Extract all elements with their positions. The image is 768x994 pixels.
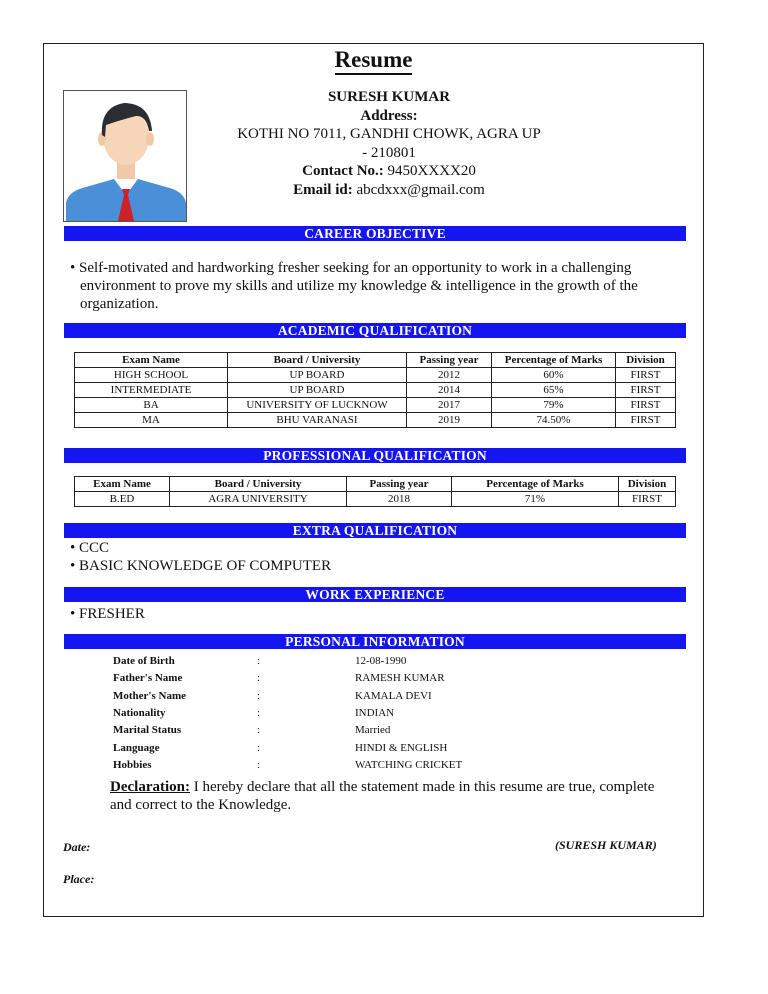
table-cell: FIRST [616,383,676,398]
table-cell: BHU VARANASI [228,413,407,428]
field-separator: : [257,707,261,720]
field-separator: : [257,672,261,685]
email-label: Email id: [293,181,353,198]
field-value: WATCHING CRICKET [355,758,463,771]
work-experience-list [70,605,145,623]
table-row [113,705,462,722]
extra-qualification-list [70,539,331,575]
field-label: Nationality [113,707,166,720]
resume-page [43,43,704,917]
table-row [75,383,676,398]
career-objective-text [70,259,660,313]
list-item: • FRESHER [70,606,145,622]
candidate-name: SURESH KUMAR [327,89,451,105]
table-cell: 74.50% [492,413,616,428]
table-row [75,398,676,413]
table-cell: MA [75,413,228,428]
field-value: INDIAN [355,707,395,720]
date-label: Date: [63,840,91,854]
personal-info-table [113,653,462,774]
field-value: HINDI & ENGLISH [355,741,448,754]
professional-table [74,476,676,507]
field-separator: : [257,758,261,771]
resume-title: Resume [44,47,703,73]
contact-header [214,88,564,199]
table-cell: 65% [492,383,616,398]
column-header: Passing year [347,477,452,492]
field-separator: : [257,689,261,702]
place-label: Place: [63,872,95,886]
objective-line-2: environment to prove my skills and utilize my knowledge & intelligence in the growth of the [80,278,638,294]
declaration-line-1: Declaration: I hereby declare that all the statement made in this resume are true, complete [110,779,655,795]
table-row [113,653,462,670]
academic-table [74,352,676,428]
email-line [214,181,564,200]
table-cell: 2018 [347,492,452,507]
field-separator: : [257,655,261,668]
table-cell: 79% [492,398,616,413]
section-academic-qualification: ACADEMIC QUALIFICATION [64,323,686,338]
field-label: Date of Birth [113,655,175,668]
table-cell: HIGH SCHOOL [75,368,228,383]
email-value: abcdxxx@gmail.com [356,181,485,198]
table-cell: BA [75,398,228,413]
column-header: Exam Name [75,353,228,368]
table-row [113,688,462,705]
table-header-row [75,477,676,492]
table-cell: UP BOARD [228,383,407,398]
table-cell: 2019 [407,413,492,428]
table-cell: 2014 [407,383,492,398]
column-header: Percentage of Marks [452,477,619,492]
profile-photo [63,90,187,222]
column-header: Passing year [407,353,492,368]
section-career-objective: CAREER OBJECTIVE [64,226,686,241]
column-header: Percentage of Marks [492,353,616,368]
table-row [75,368,676,383]
declaration-line-2: and correct to the Knowledge. [110,797,292,813]
column-header: Board / University [170,477,347,492]
list-item: • BASIC KNOWLEDGE OF COMPUTER [70,558,332,574]
signature-name: (SURESH KUMAR) [555,838,657,852]
table-cell: UP BOARD [228,368,407,383]
table-cell: 60% [492,368,616,383]
person-avatar-icon [64,91,187,222]
objective-line-3: organization. [80,296,159,312]
table-cell: AGRA UNIVERSITY [170,492,347,507]
table-cell: B.ED [75,492,170,507]
column-header: Division [619,477,676,492]
table-row [75,413,676,428]
field-separator: : [257,724,261,737]
contact-label: Contact No.: [302,163,384,179]
table-cell: INTERMEDIATE [75,383,228,398]
table-cell: UNIVERSITY OF LUCKNOW [228,398,407,413]
section-professional-qualification: PROFESSIONAL QUALIFICATION [64,448,686,463]
declaration-heading: Declaration: [110,779,190,795]
table-cell: FIRST [616,398,676,413]
address-line-2: - 210801 [362,144,416,161]
field-label: Father's Name [113,672,183,685]
table-row [113,670,462,687]
field-separator: : [257,741,261,754]
field-value: Married [355,724,391,737]
table-row [75,492,676,507]
field-label: Language [113,741,160,754]
column-header: Exam Name [75,477,170,492]
objective-line-1: • Self-motivated and hardworking fresher seeking for an opportunity to work in a challenging [70,260,632,276]
contact-value: 9450XXXX20 [387,163,476,179]
column-header: Division [616,353,676,368]
list-item: • CCC [70,540,110,556]
table-row [113,722,462,739]
field-label: Mother's Name [113,689,187,702]
section-work-experience: WORK EXPERIENCE [64,587,686,602]
declaration-text [110,778,680,814]
field-value: 12-08-1990 [355,655,407,668]
address-line-1: KOTHI NO 7011, GANDHI CHOWK, AGRA UP [237,126,541,142]
field-value: RAMESH KUMAR [355,672,445,685]
table-row [113,757,462,774]
column-header: Board / University [228,353,407,368]
section-extra-qualification: EXTRA QUALIFICATION [64,523,686,538]
address-label: Address: [360,107,418,124]
table-cell: 71% [452,492,619,507]
table-row [113,739,462,756]
section-personal-information: PERSONAL INFORMATION [64,634,686,649]
table-cell: FIRST [616,368,676,383]
field-label: Hobbies [113,758,152,771]
contact-line [214,162,564,181]
table-cell: FIRST [616,413,676,428]
field-value: KAMALA DEVI [355,689,432,702]
field-label: Marital Status [113,724,182,737]
table-cell: 2017 [407,398,492,413]
table-cell: FIRST [619,492,676,507]
table-cell: 2012 [407,368,492,383]
table-header-row [75,353,676,368]
